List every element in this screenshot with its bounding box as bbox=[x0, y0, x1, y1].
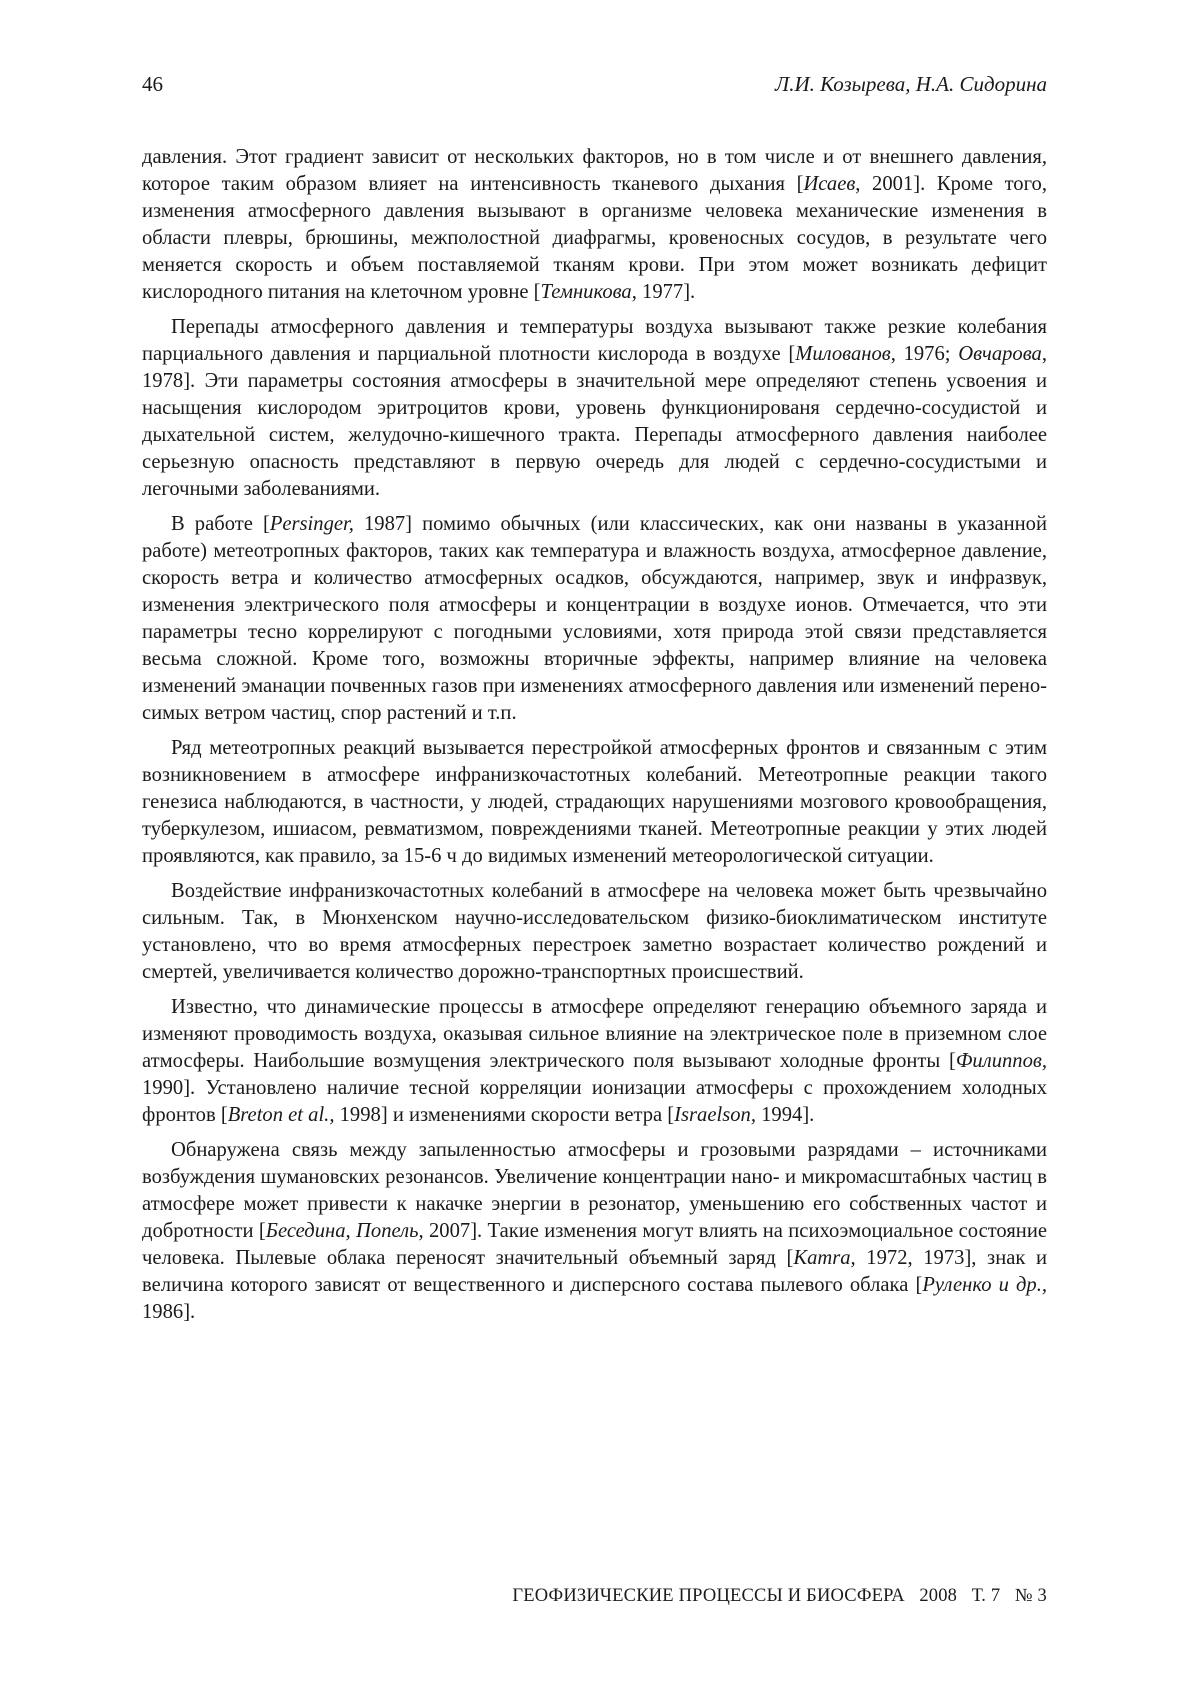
article-body bbox=[142, 144, 1047, 1334]
journal-year: 2008 bbox=[919, 1586, 958, 1606]
paragraph-2: Перепады атмосферного давления и температуры воздуха вызывают также резкие колебания парциального давления и парциальной плотности кислорода в воздухе [Милованов, 1976; Овчарова, 1978]. Эти параметры состояния атмосферы в значительной мере определяют степень усвоения и насыщения кислородом эритроцитов крови, уровень функционированя сердечно-сосудистой и дыхательной систем, желудочно-кишечного тракта. Перепады атмосферного давления наиболее серьезную опасность представляют в первую очередь для людей с сердечно-сосудистыми и легочными заболеваниями. bbox=[142, 316, 1047, 500]
journal-volume: Т. 7 bbox=[971, 1586, 1001, 1606]
paragraph-7: Обнаружена связь между запыленностью атмосферы и грозовыми разрядами – источниками возбуждения шумановских резонансов. Увеличение концентрации нано- и микромасштабных частиц в атмосфере может привести к накачке энергии в резонатор, уменьшению его собственных частот и добротности [Беседина, Попель, 2007]. Такие изменения могут влиять на психоэмоциальное состояние человека. Пылевые облака переносят значительный объемный заряд [Kamra, 1972, 1973], знак и величина которого зависят от вещественного и дисперсного состава пылевого облака [Руленко и др., 1986]. bbox=[142, 1139, 1047, 1323]
page-number: 46 bbox=[142, 72, 163, 96]
paragraph-6: Известно, что динамические процессы в атмосфере определяют генерацию объемного заряда и изменяют проводимость воздуха, оказывая сильное влияние на электрическое поле в приземном слое атмосферы. Наибольшие возмущения электрического поля вызывают холодные фронты [Филиппов, 1990]. Установлено наличие тесной корреляции ионизации атмосферы с прохождением холодных фронтов [Breton et al., 1998] и изменениями скорости ветра [Israelson, 1994]. bbox=[142, 996, 1047, 1126]
paragraph-5: Воздействие инфранизкочастотных колебаний в атмосфере на человека может быть чрезвычайно сильным. Так, в Мюнхенском научно-исследовательском физико-биоклиматическом институте установлено, что во время атмосферных перестроек заметно возрастает количество рождений и смертей, увеличивается количество дорожно-транспортных происшествий. bbox=[142, 880, 1047, 983]
paragraph-4: Ряд метеотропных реакций вызывается перестройкой атмосферных фронтов и связанным с этим возникновением в атмосфере инфранизкочастотных колебаний. Метеотропные реакции такого генезиса наблюдаются, в частности, у людей, страдающих нарушениями мозгового кровообращения, туберкулезом, ишиасом, ревматизмом, повреждениями тканей. Метеотропные реакции у этих людей проявляются, как правило, за 15-6 ч до видимых изменений метеорологической ситуации. bbox=[142, 737, 1047, 867]
citation: Беседина, Попель, bbox=[265, 1220, 424, 1242]
citation: Breton et al., bbox=[227, 1104, 335, 1126]
citation: Kamra, bbox=[793, 1247, 856, 1269]
paragraph-3: В работе [Persinger, 1987] помимо обычных (или классических, как они названы в указанной работе) метеотропных факторов, таких как температура и влажность воздуха, атмосферное давление, скорость ветра и количество атмосферных осадков, обсуждаются, например, звук и инфразвук, изменения электрического поля атмосферы и концентрации в воздухе ионов. Отмечается, что эти параметры тесно коррелируют с погодными условиями, хотя природа этой связи представляется весьма сложной. Кроме того, возможны вторичные эффекты, например влияние на человека изменений эманации почвенных газов при изменениях атмосферного давления или изменений переносимых ветром частиц, спор растений и т.п. bbox=[142, 513, 1047, 724]
citation: Исаев bbox=[803, 173, 856, 195]
citation: Темникова bbox=[540, 281, 632, 303]
running-head-authors: Л.И. Козырева, Н.А. Сидорина bbox=[774, 72, 1047, 96]
running-footer bbox=[512, 1586, 1047, 1607]
journal-issue: № 3 bbox=[1014, 1586, 1047, 1606]
journal-title: ГЕОФИЗИЧЕСКИЕ ПРОЦЕССЫ И БИОСФЕРА bbox=[512, 1586, 905, 1606]
citation: Овчарова bbox=[958, 343, 1042, 365]
running-header bbox=[142, 72, 1047, 102]
citation: Милованов bbox=[795, 343, 891, 365]
citation: Persinger, bbox=[269, 513, 354, 535]
paragraph-1: давления. Этот градиент зависит от нескольких факторов, но в том числе и от внешнего давления, которое таким образом влияет на интенсивность тканевого дыхания [Исаев, 2001]. Кроме того, изменения атмосферного давления вызывают в организме человека механические изменения в области плевры, брюшины, межполостной диафрагмы, кровеносных сосудов, в результате чего меняется скорость и объем поставляемой тканям крови. При этом может возникать дефицит кислородного питания на клеточном уровне [Темникова, 1977]. bbox=[142, 146, 1047, 303]
citation: Филиппов, bbox=[955, 1050, 1047, 1072]
citation: Israelson, bbox=[674, 1104, 756, 1126]
citation: Руленко и др., bbox=[922, 1274, 1047, 1296]
